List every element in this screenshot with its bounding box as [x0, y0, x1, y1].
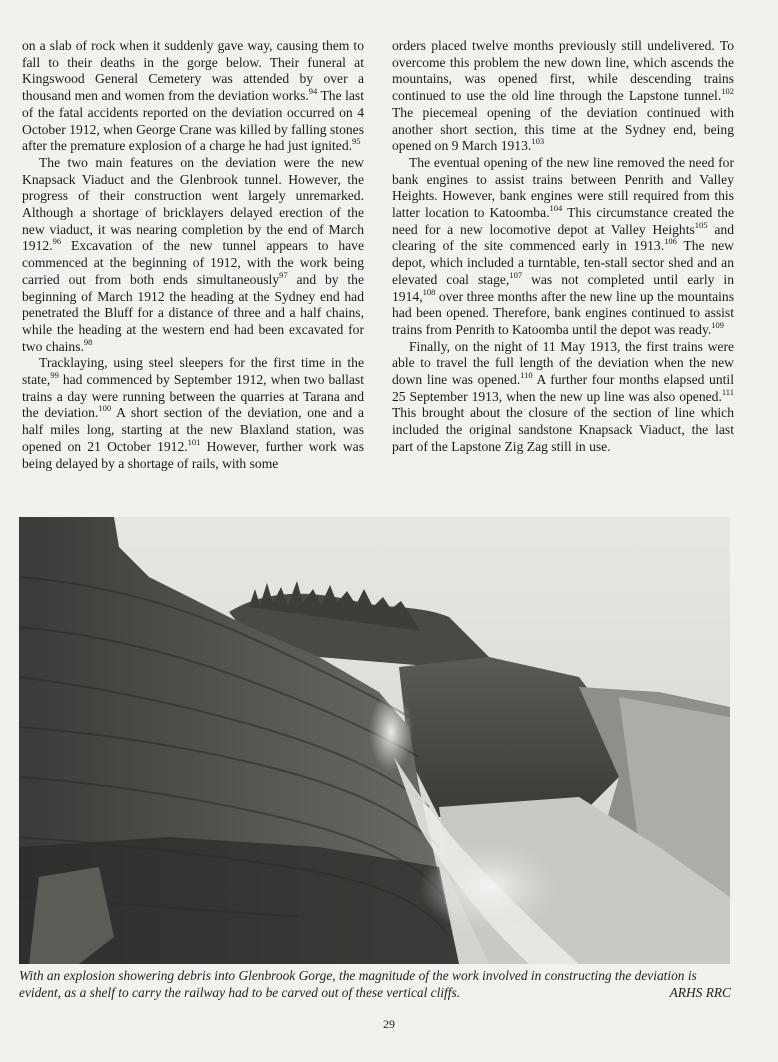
left-text-column: [22, 38, 364, 472]
gorge-explosion-photo: [19, 517, 730, 964]
paragraph: orders placed twelve months previously still undelivered. To overcome this problem the new down line, which ascends the mountains, was opened first, while descending trains continued to use the old line through the Lapstone tunnel.$^{102}$ The piecemeal opening of the deviation continued with another short section, this time at the Sydney end, being opened on 9 March 1913.$^{103}$: [392, 38, 734, 154]
photo-illustration: [19, 517, 730, 964]
right-text-column: [392, 38, 734, 456]
paragraph: The eventual opening of the new line removed the need for bank engines to assist trains between Penrith and Valley Heights. However, bank engines were still required from this latter location to Katoomba.$^{104}$ This circumstance created the need for a new locomotive depot at Valley Heights$^{105}$ and clearing of the site commenced early in 1913.$^{106}$ The new depot, which included a turntable, ten-stall sector shed and an elevated coal stage,$^{107}$ was not completed until early in 1914,$^{108}$ over three months after the new line up the mountains had been opened. Therefore, bank engines continued to assist trains from Penrith to Katoomba until the depot was ready.$^{109}$: [392, 154, 734, 337]
caption-text: With an explosion showering debris into Glenbrook Gorge, the magnitude of the work involved in constructing the deviation is evident, as a shelf to carry the railway had to be carved out of these vertical cliffs.: [19, 968, 697, 1000]
paragraph: Finally, on the night of 11 May 1913, the first trains were able to travel the full length of the deviation when the new down line was opened.$^{110}$ A further four months elapsed until 25 September 1913, when the new up line was also opened.$^{111}$ This brought about the closure of the section of line which included the original sandstone Knapsack Viaduct, the last part of the Lapstone Zig Zag still in use.: [392, 338, 734, 454]
paragraph: Tracklaying, using steel sleepers for the first time in the state,$^{99}$ had commenced by September 1912, when two ballast trains a day were running between the quarries at Tarana and the deviation.$^{100}$ A short section of the deviation, one and a half miles long, starting at the new Blaxland station, was opened on 21 October 1912.$^{101}$ However, further work was being delayed by a shortage of rails, with some: [22, 355, 364, 471]
page-number: 29: [383, 1017, 395, 1031]
paragraph: The two main features on the deviation were the new Knapsack Viaduct and the Glenbrook tunnel. However, the progress of their construction went largely unremarked. Although a shortage of bricklayers delayed erection of the new viaduct, it was nearing completion by the end of March 1912.96 Excavation of the new tunnel appears to have commenced at the beginning of 1912, with the work being carried out from both ends simultaneously$^{97}$ and by the beginning of March 1912 the heading at the Sydney end had penetrated the Bluff for a distance of three and a half chains, while the heading at the western end had been excavated for two chains.$^{98}$: [22, 154, 364, 354]
paragraph: on a slab of rock when it suddenly gave way, causing them to fall to their deaths in the gorge below. Their funeral at Kingswood General Cemetery was attended by over a thousand men and women from the deviation works.$^{94}$ The last of the fatal accidents reported on the deviation occurred on 4 October 1912, when George Crane was killed by falling stones after the premature explosion of a charge he had just ignited.$^{95}$: [22, 38, 364, 154]
photo-caption: [19, 968, 731, 1001]
photo-credit: ARHS RRC: [669, 984, 731, 1000]
explosion-smoke: [369, 692, 413, 772]
